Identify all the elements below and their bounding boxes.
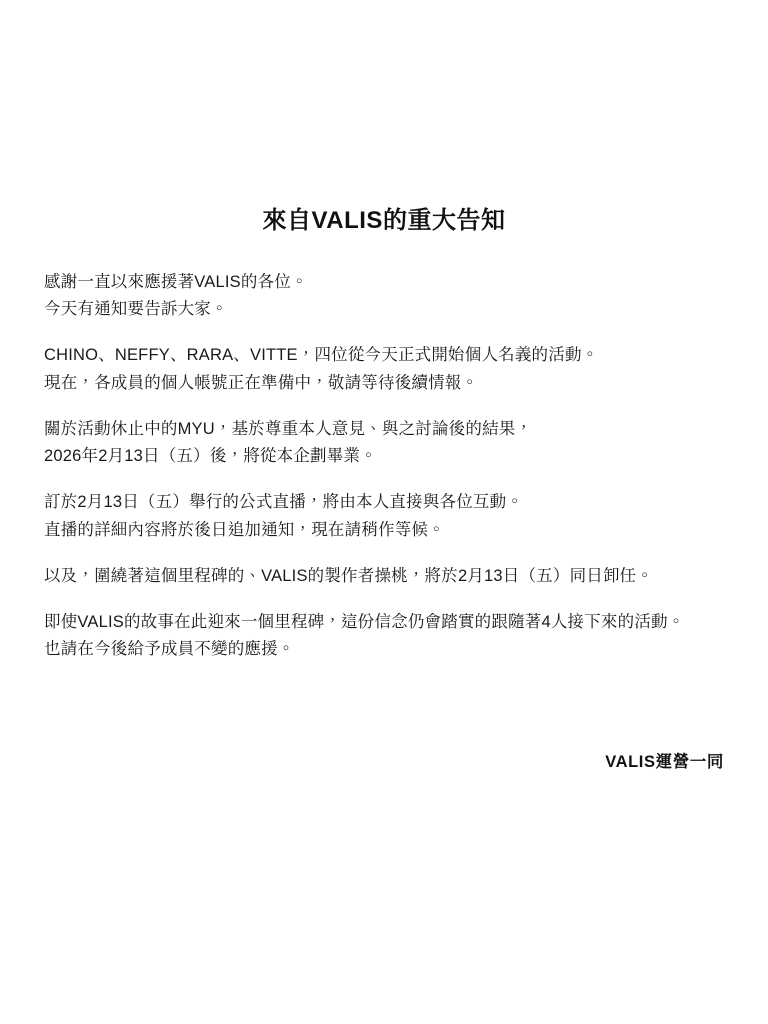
- paragraph-line: 今天有通知要告訴大家。: [44, 300, 228, 319]
- paragraph-thanks: [44, 269, 724, 323]
- paragraph-closing: [44, 609, 724, 663]
- paragraph-solo-activities: [44, 342, 724, 396]
- signature: VALIS運營一同: [605, 753, 724, 771]
- paragraph-line: 訂於2月13日（五）舉行的公式直播，將由本人直接與各位互動。: [44, 493, 524, 512]
- paragraph-line: 現在，各成員的個人帳號正在準備中，敬請等待後續情報。: [44, 373, 479, 392]
- paragraph-myu-graduation: [44, 416, 724, 470]
- paragraph-line: 也請在今後給予成員不變的應援。: [44, 640, 295, 659]
- paragraph-producer: [44, 563, 724, 590]
- paragraph-line: 2026年2月13日（五）後，將從本企劃畢業。: [44, 447, 377, 466]
- paragraph-livestream: [44, 489, 724, 543]
- paragraph-line: CHINO、NEFFY、RARA、VITTE，四位從今天正式開始個人名義的活動。: [44, 346, 599, 365]
- paragraph-line: 感謝一直以來應援著VALIS的各位。: [44, 273, 308, 291]
- paragraph-line: 直播的詳細內容將於後日追加通知，現在請稍作等候。: [44, 520, 445, 539]
- announcement-body: [44, 269, 724, 663]
- paragraph-line: 關於活動休止中的MYU，基於尊重本人意見、與之討論後的結果，: [44, 419, 533, 438]
- paragraph-line: 即使VALIS的故事在此迎來一個里程碑，這份信念仍會踏實的跟隨著4人接下來的活動。: [44, 612, 685, 631]
- page-title: 來自VALIS的重大告知: [262, 207, 506, 234]
- paragraph-line: 以及，圍繞著這個里程碑的、VALIS的製作者操桃，將於2月13日（五）同日卸任。: [44, 566, 654, 585]
